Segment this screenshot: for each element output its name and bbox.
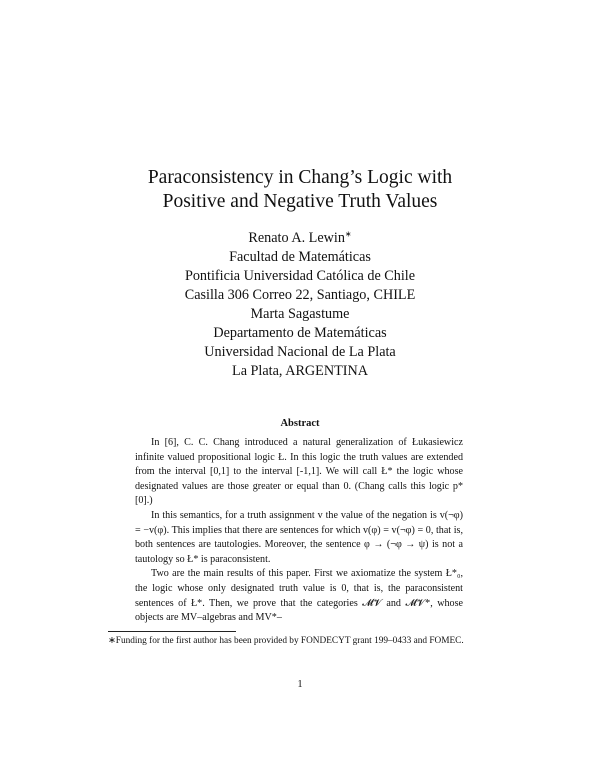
abstract-paragraph-3: Two are the main results of this paper. First we axiomatize the system Ł*₀, the logic whose only designated truth value is 0, that is, the paraconsistent sentences of Ł*. Then, we prove that the categories 𝓜𝓥 and 𝓜𝓥*, whose objects are MV–algebras and MV*– (135, 568, 463, 624)
abstract-body (135, 436, 463, 626)
page-number: 1 (297, 679, 303, 690)
author-2-affiliation-2: Universidad Nacional de La Plata (204, 344, 396, 360)
author-1-affiliation-1: Facultad de Matemáticas (229, 249, 371, 265)
author-1-affiliation-2: Pontificia Universidad Católica de Chile (184, 268, 416, 284)
author-2-affiliation-1: Departamento de Matemáticas (213, 325, 387, 341)
author-name-2: Marta Sagastume (250, 306, 350, 322)
author-block-2 (0, 305, 600, 381)
title-line-2: Positive and Negative Truth Values (162, 191, 438, 212)
footnote-mark: ∗ (344, 229, 352, 239)
abstract-paragraph-2: In this semantics, for a truth assignment v the value of the negation is v(¬φ) = −v(φ). This implies that there are sentences for which v(φ) = v(¬φ) = 0, that is, both sentences are tautologies. Moreover, the sentence φ → (¬φ → ψ) is not a tautology so Ł* is paraconsistent. (135, 509, 463, 565)
footnote: ∗Funding for the first author has been provided by FONDECYT grant 199–0433 and FOMEC. (108, 636, 464, 646)
author-2-affiliation-3: La Plata, ARGENTINA (232, 363, 368, 379)
abstract-paragraph-1: In [6], C. C. Chang introduced a natural generalization of Łukasiewicz infinite valued propositional logic Ł. In this logic the truth values are extended from the interval [0,1] to the interval [-1,1]. We will call Ł* the logic whose designated values are those greater or equal than 0. (Chang calls this logic p*[0].) (135, 437, 463, 507)
footnote-rule (108, 631, 236, 632)
author-block-1 (0, 229, 600, 305)
author-1-affiliation-3: Casilla 306 Correo 22, Santiago, CHILE (184, 287, 416, 303)
author-name-1: Renato A. Lewin∗ (248, 229, 352, 246)
abstract-heading: Abstract (280, 418, 320, 429)
title-line-1: Paraconsistency in Chang’s Logic with (147, 167, 453, 188)
paper-title (0, 166, 600, 214)
